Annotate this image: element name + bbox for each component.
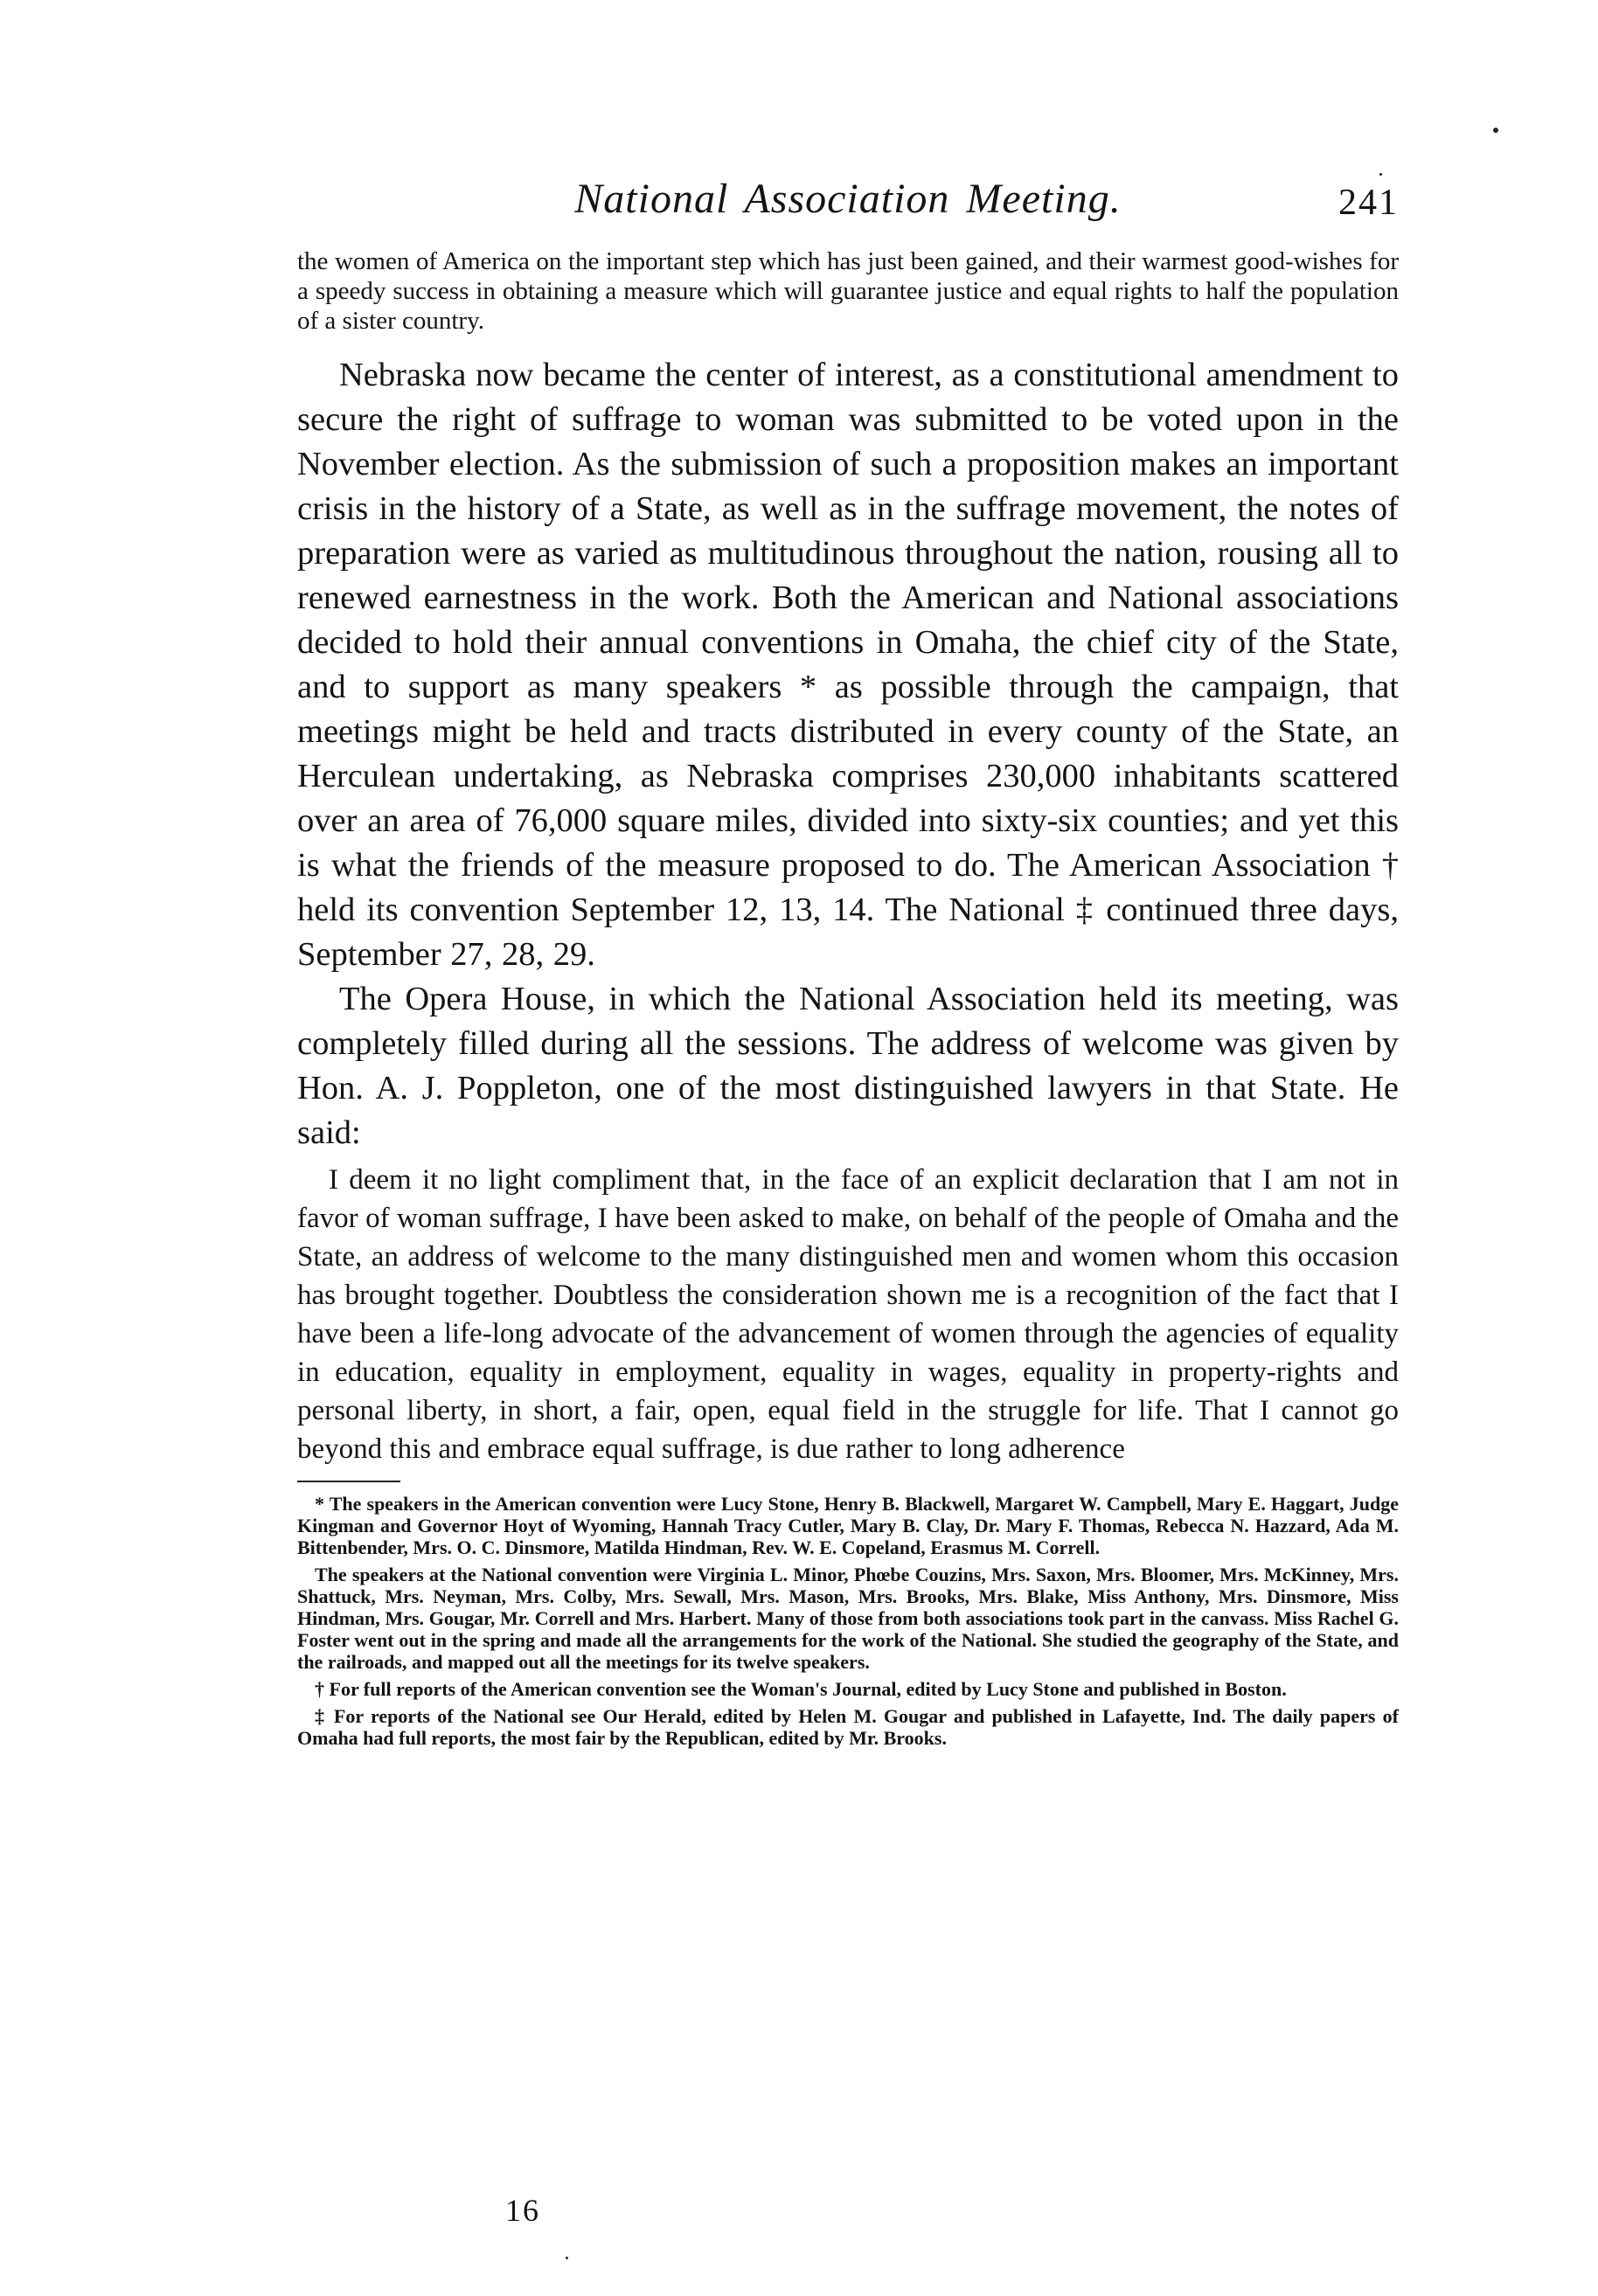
print-speck bbox=[1493, 128, 1498, 133]
print-speck bbox=[1379, 173, 1382, 176]
welcome-address-quote: I deem it no light compliment that, in the face of an explicit declaration that I am not in favor of woman suffrage, I have been asked to make, on behalf of the people of Omaha and the State, an address of welcome to the many distinguished men and women whom this occasion has brought together. Doubtless the consideration shown me is a recognition of the fact that I have been a life-long advocate of the advancement of women through the agencies of equality in education, equality in employment, equality in wages, equality in property-rights and personal liberty, in short, a fair, open, equal field in the struggle for life. That I cannot go beyond this and embrace equal suffrage, is due rather to long adherence bbox=[297, 1164, 1399, 1465]
footnote-divider bbox=[297, 1481, 400, 1482]
page-number: 241 bbox=[1338, 183, 1399, 223]
signature-folio: 16 bbox=[505, 2193, 540, 2228]
footnote: ‡ For reports of the National see Our Herald, edited by Helen M. Gougar and published in Lafayette, Ind. The daily papers of Omaha had full reports, the most fair by the Republican, edited by Mr. Brooks. bbox=[297, 1705, 1399, 1749]
body-paragraph: Nebraska now became the center of interest, as a constitutional amendment to secure the right of suffrage to woman was submitted to be voted upon in the November election. As the submission of such a proposition makes an important crisis in the history of a State, as well as in the suffrage movement, the notes of preparation were as varied as multitudinous throughout the nation, rousing all to renewed earnestness in the work. Both the American and National associations decided to hold their annual conventions in Omaha, the chief city of the State, and to support as many speakers * as possible through the campaign, that meetings might be held and tracts distributed in every county of the State, an Herculean undertaking, as Nebraska comprises 230,000 inhabitants scattered over an area of 76,000 square miles, divided into sixty-six counties; and yet this is what the friends of the measure proposed to do. The American Association † held its convention September 12, 13, 14. The National ‡ continued three days, September 27, 28, 29. bbox=[297, 357, 1399, 973]
footnote: * The speakers in the American convention were Lucy Stone, Henry B. Blackwell, Margaret W. Campbell, Mary E. Haggart, Judge Kingman and Governor Hoyt of Wyoming, Hannah Tracy Cutler, Mary B. Clay, Dr. Mary F. Thomas, Rebecca N. Hazzard, Ada M. Bittenbender, Mrs. O. C. Dinsmore, Matilda Hindman, Rev. W. E. Copeland, Erasmus M. Correll. bbox=[297, 1493, 1399, 1558]
body-paragraph: The Opera House, in which the National Association held its meeting, was completely filled during all the sessions. The address of welcome was given by Hon. A. J. Poppleton, one of the most distinguished lawyers in that State. He said: bbox=[297, 981, 1399, 1151]
print-speck bbox=[566, 2257, 568, 2259]
book-page bbox=[297, 175, 1399, 2228]
running-title: National Association Meeting. bbox=[574, 176, 1122, 222]
running-head bbox=[297, 175, 1399, 236]
opening-quote: the women of America on the important step which has just been gained, and their warmest good-wishes for a speedy success in obtaining a measure which will guarantee justice and equal rights to half the population of a sister country. bbox=[297, 247, 1399, 335]
footnote: The speakers at the National convention were Virginia L. Minor, Phœbe Couzins, Mrs. Saxon, Mrs. Bloomer, Mrs. McKinney, Mrs. Shattuck, Mrs. Neyman, Mrs. Colby, Mrs. Sewall, Mrs. Mason, Mrs. Brooks, Mrs. Blake, Miss Anthony, Mrs. Dinsmore, Miss Hindman, Mrs. Gougar, Mr. Correll and Mrs. Harbert. Many of those from both associations took part in the canvass. Miss Rachel G. Foster went out in the spring and made all the arrangements for the work of the National. She studied the geography of the State, and the railroads, and mapped out all the meetings for its twelve speakers. bbox=[297, 1564, 1399, 1673]
footnote: † For full reports of the American convention see the Woman's Journal, edited by Lucy Stone and published in Boston. bbox=[315, 1678, 1287, 1700]
